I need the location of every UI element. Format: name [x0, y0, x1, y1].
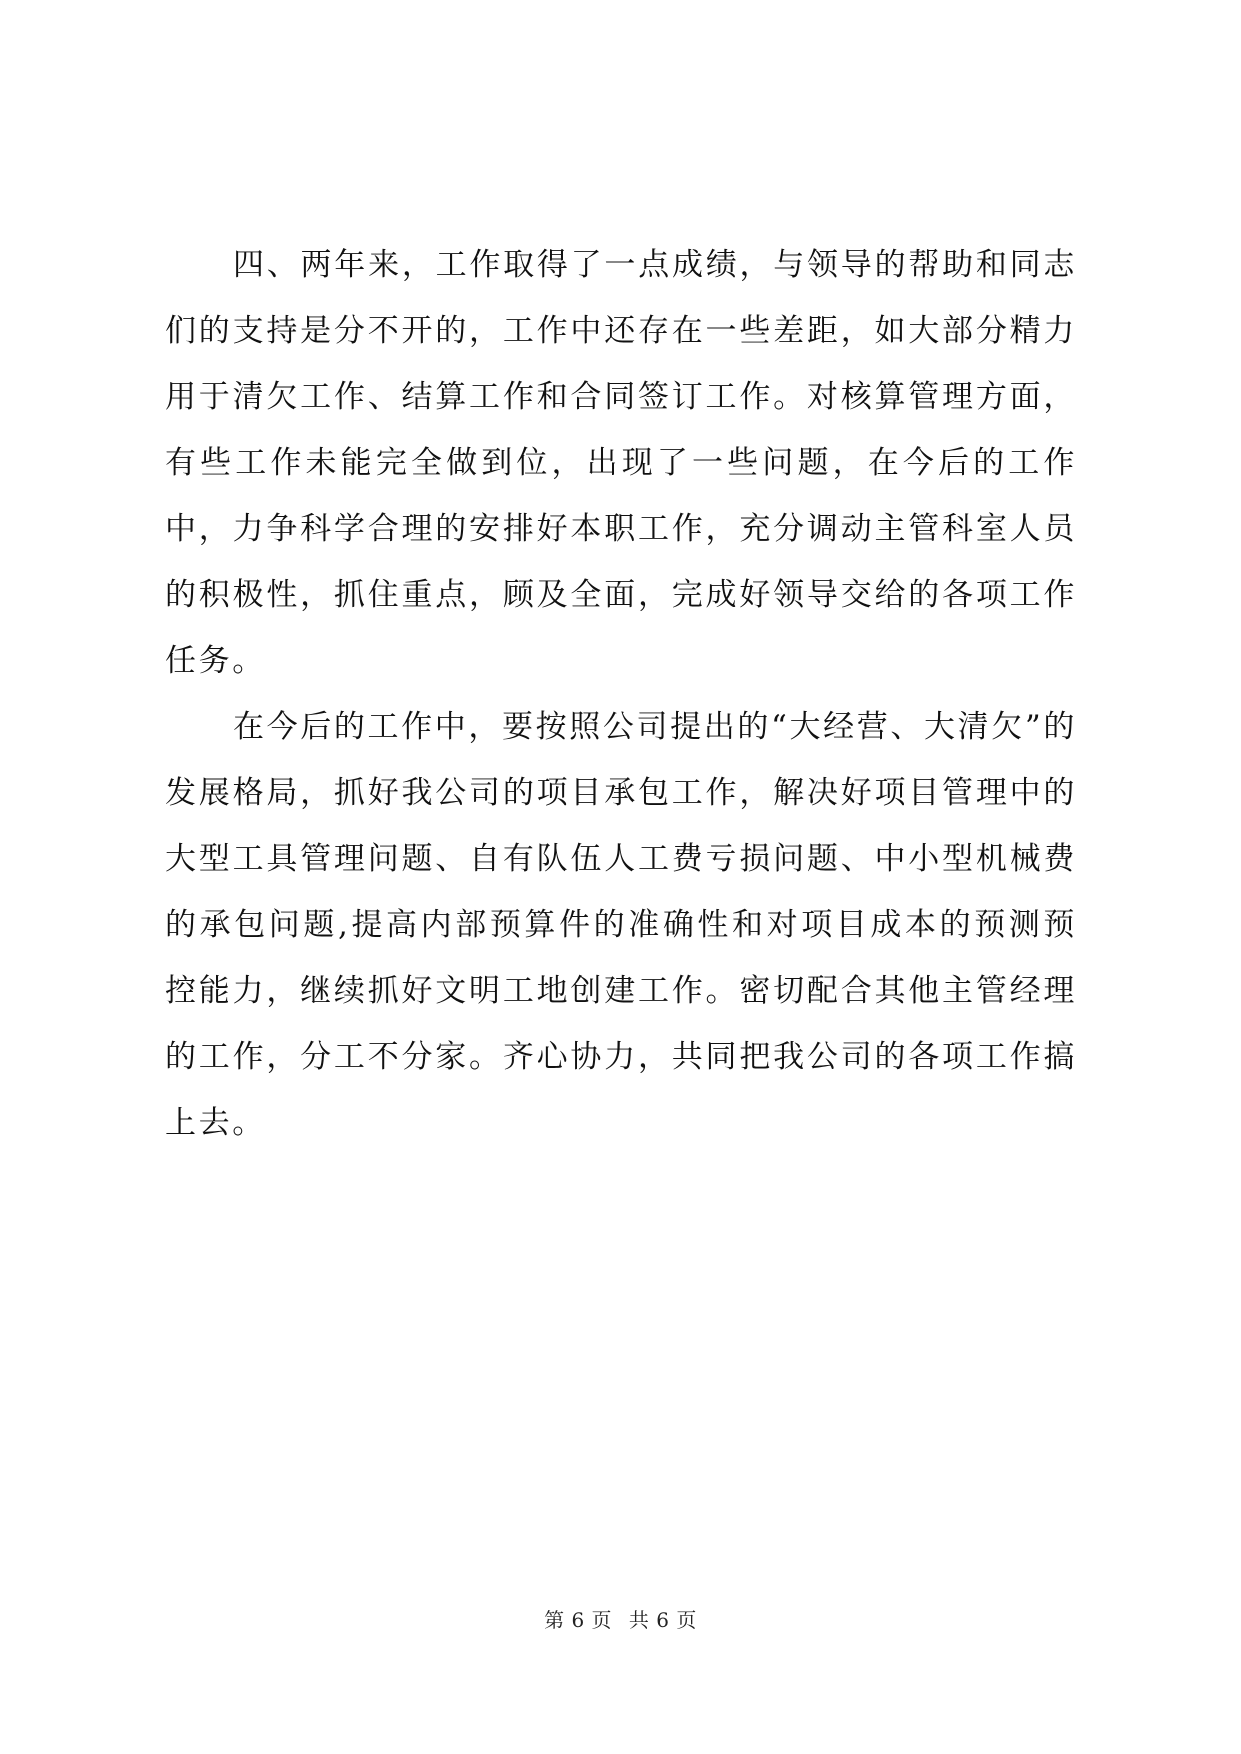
- paragraph-future-work: 在今后的工作中，要按照公司提出的“大经营、大清欠”的发展格局，抓好我公司的项目承包工作，解决好项目管理中的大型工具管理问题、自有队伍人工费亏损问题、中小型机械费的承包问题,提高内部预算件的准确性和对项目成本的预测预控能力，继续抓好文明工地创建工作。密切配合其他主管经理的工作，分工不分家。齐心协力，共同把我公司的各项工作搞上去。: [165, 709, 1077, 1141]
- page-number: 第 6 页: [544, 1608, 613, 1632]
- document-body: [165, 232, 1077, 1156]
- page-total: 共 6 页: [628, 1608, 697, 1632]
- paragraph-summary: 四、两年来，工作取得了一点成绩，与领导的帮助和同志们的支持是分不开的，工作中还存在一些差距，如大部分精力用于清欠工作、结算工作和合同签订工作。对核算管理方面，有些工作未能完全做到位，出现了一些问题，在今后的工作中，力争科学合理的安排好本职工作，充分调动主管科室人员的积极性，抓住重点，顾及全面，完成好领导交给的各项工作任务。: [165, 247, 1077, 679]
- page-footer: [0, 1606, 1241, 1634]
